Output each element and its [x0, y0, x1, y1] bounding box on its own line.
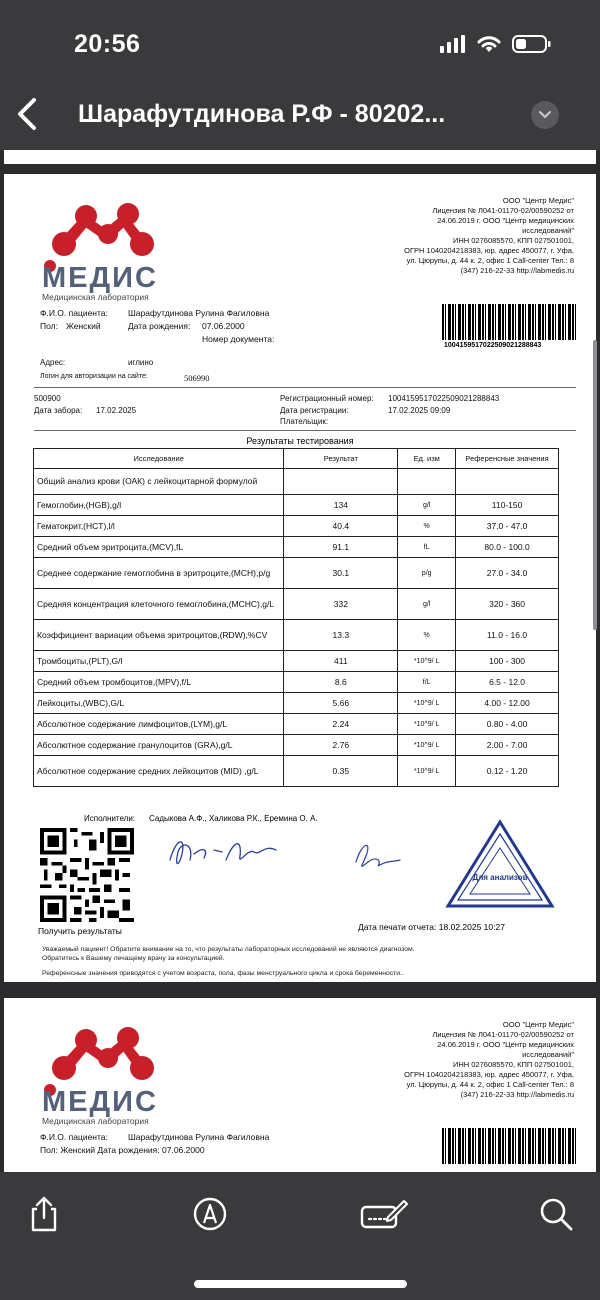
table-row	[34, 714, 559, 735]
barcode	[442, 304, 578, 340]
column-header: Референсные значения	[456, 449, 559, 469]
dob-value: 07.06.2000	[202, 321, 245, 331]
print-date-label: Дата печати отчета:	[358, 922, 437, 932]
brand-name: МЕДИС	[42, 1086, 158, 1118]
result-cell: 2.24	[284, 714, 398, 735]
battery-icon	[512, 34, 552, 54]
org-line: Лицензия № Л041-01170-02/00590252 от	[432, 206, 574, 215]
unit-cell: f/L	[398, 672, 456, 693]
reference-cell: 2.00 - 7.00	[456, 735, 559, 756]
table-row	[34, 537, 559, 558]
scrollbar[interactable]	[593, 340, 597, 630]
result-cell: 2.76	[284, 735, 398, 756]
table-row	[34, 516, 559, 537]
qr-label: Получить результаты	[38, 926, 122, 936]
reg-number-label: Регистрационный номер:	[280, 394, 374, 403]
status-bar	[0, 0, 600, 80]
address-label: Адрес:	[40, 358, 66, 367]
search-button[interactable]	[536, 1194, 576, 1234]
test-name-cell: Средняя концентрация клеточного гемоглобина,(MCHC),g/L	[34, 589, 284, 620]
reference-cell: 320 - 360	[456, 589, 559, 620]
reference-cell: 11.0 - 16.0	[456, 620, 559, 651]
signature-icon	[164, 830, 284, 876]
reference-cell: 0.80 - 4.00	[456, 714, 559, 735]
table-header-row	[34, 449, 559, 469]
unit-cell: fL	[398, 537, 456, 558]
org-line: исследований"	[522, 226, 574, 235]
result-cell: 5.66	[284, 693, 398, 714]
result-cell: 40.4	[284, 516, 398, 537]
unit-cell	[398, 469, 456, 495]
chevron-left-icon	[12, 94, 42, 134]
next-page	[4, 998, 596, 1172]
table-row	[34, 651, 559, 672]
test-name-cell: Гематокрит,(HCT),l/l	[34, 516, 284, 537]
share-button[interactable]	[24, 1194, 64, 1234]
test-name-cell: Абсолютное содержание средних лейкоцитов (MID) ,g/L	[34, 756, 284, 787]
table-row	[34, 735, 559, 756]
back-button[interactable]	[12, 94, 42, 134]
test-name-cell: Абсолютное содержание лимфоцитов,(LYM),g/L	[34, 714, 284, 735]
collect-date: 17.02.2025	[96, 406, 137, 415]
org-line: ОГРН 1040204218383, юр. адрес 450077, г. Уфа,	[404, 246, 574, 255]
reference-cell: 80.0 - 100.0	[456, 537, 559, 558]
table-row	[34, 589, 559, 620]
document-title: Шарафутдинова Р.Ф - 80202...	[78, 100, 446, 128]
sex-label: Пол:	[40, 321, 58, 331]
patient-name-label: Ф.И.О. пациента:	[40, 1132, 108, 1142]
payer-label: Плательщик:	[280, 417, 329, 426]
unit-cell: *10^9/ L	[398, 735, 456, 756]
reference-cell: 110-150	[456, 495, 559, 516]
reference-cell: 37.0 - 47.0	[456, 516, 559, 537]
result-cell: 134	[284, 495, 398, 516]
org-line: 24.06.2019 г. ООО "Центр медицинских	[437, 216, 574, 225]
sex-value: Женский	[66, 321, 101, 331]
wifi-icon	[476, 34, 502, 54]
org-line: исследований"	[522, 1050, 574, 1059]
markup-button[interactable]	[190, 1194, 230, 1234]
search-icon	[539, 1197, 573, 1231]
result-cell: 332	[284, 589, 398, 620]
unit-cell: g/l	[398, 495, 456, 516]
signature-icon	[348, 836, 404, 876]
cellular-signal-icon	[440, 35, 466, 53]
bottom-toolbar	[0, 1172, 600, 1300]
barcode	[442, 1128, 578, 1164]
executors-names: Садыкова А.Ф., Халикова Р.К., Еремина О. А.	[149, 814, 318, 823]
reference-cell: 4.00 - 12.00	[456, 693, 559, 714]
reference-cell: 100 - 300	[456, 651, 559, 672]
stamp-text: Для анализов	[472, 873, 528, 882]
reference-cell: 6.5 - 12.0	[456, 672, 559, 693]
title-menu-button[interactable]	[531, 101, 559, 129]
unit-cell: %	[398, 620, 456, 651]
order-code: 500900	[34, 394, 61, 403]
nav-bar	[0, 80, 600, 150]
barcode-number: 1004159517022509021288843	[444, 342, 542, 349]
partial-line: Пол: Женский Дата рождения: 07.06.2000	[40, 1145, 205, 1155]
divider	[34, 387, 576, 388]
test-name-cell: Лейкоциты,(WBC),G/L	[34, 693, 284, 714]
table-row	[34, 672, 559, 693]
patient-name-label: Ф.И.О. пациента:	[40, 308, 108, 318]
column-header: Исследование	[34, 449, 284, 469]
result-cell: 0.35	[284, 756, 398, 787]
signature-tool-icon	[360, 1197, 408, 1231]
organization-info	[374, 1020, 574, 1100]
result-cell: 30.1	[284, 558, 398, 589]
unit-cell: *10^9/ L	[398, 756, 456, 787]
print-date-value: 18.02.2025 10:27	[438, 922, 505, 932]
column-header: Ед. изм	[398, 449, 456, 469]
executors-label: Исполнители:	[84, 814, 136, 823]
result-cell: 411	[284, 651, 398, 672]
organization-info	[374, 196, 574, 276]
chevron-down-icon	[538, 110, 552, 120]
status-time: 20:56	[74, 30, 141, 58]
previous-page	[4, 150, 596, 164]
org-line: ООО "Центр Медис"	[502, 1020, 574, 1029]
test-name-cell: Общий анализ крови (ОАК) с лейкоцитарной формулой	[34, 469, 284, 495]
reference-cell: 27.0 - 34.0	[456, 558, 559, 589]
table-row	[34, 693, 559, 714]
unit-cell: %	[398, 516, 456, 537]
org-line: ИНН 0276085570, КПП 027501001,	[452, 236, 574, 245]
share-icon	[27, 1195, 61, 1233]
reference-note: Референсные значения приводятся с учетом возраста, пола, фазы менструального цикла и срока беременности..	[42, 970, 404, 977]
result-cell: 13.3	[284, 620, 398, 651]
document-number-label: Номер документа:	[202, 334, 275, 344]
brand-subtitle: Медицинская лаборатория	[42, 1116, 149, 1126]
stamp-icon	[444, 818, 556, 910]
test-name-cell: Абсолютное содержание гранулоцитов (GRA),g/L	[34, 735, 284, 756]
results-body	[34, 469, 559, 787]
reg-date-label: Дата регистрации:	[280, 406, 349, 415]
reference-cell	[456, 469, 559, 495]
test-name-cell: Гемоглобин,(HGB),g/l	[34, 495, 284, 516]
dob-label: Дата рождения:	[128, 321, 191, 331]
table-row	[34, 620, 559, 651]
patient-name: Шарафутдинова Рулина Фагиловна	[128, 1132, 270, 1142]
test-name-cell: Средний объем тромбоцитов,(MPV),f/L	[34, 672, 284, 693]
test-name-cell: Коэффициент вариации объема эритроцитов,(RDW),%CV	[34, 620, 284, 651]
org-line: 24.06.2019 г. ООО "Центр медицинских	[437, 1040, 574, 1049]
login-label: Логин для авторизации на сайте:	[40, 373, 148, 380]
reg-date: 17.02.2025 09:09	[388, 406, 451, 415]
result-cell: 8.6	[284, 672, 398, 693]
org-line: Лицензия № Л041-01170-02/00590252 от	[432, 1030, 574, 1039]
unit-cell: *10^9/ L	[398, 651, 456, 672]
print-date	[358, 922, 505, 932]
result-cell: 91.1	[284, 537, 398, 558]
qr-code-icon[interactable]	[40, 828, 134, 922]
test-name-cell: Тромбоциты,(PLT),G/l	[34, 651, 284, 672]
disclaimer-note: Обратитесь к Вашему лечащему врачу за консультацией.	[42, 955, 225, 962]
sign-button[interactable]	[360, 1194, 408, 1234]
results-table	[33, 448, 559, 787]
table-row	[34, 558, 559, 589]
org-line: ИНН 0276085570, КПП 027501001,	[452, 1060, 574, 1069]
table-row	[34, 756, 559, 787]
collect-date-label: Дата забора:	[34, 406, 83, 415]
divider	[34, 430, 576, 431]
results-title: Результаты тестирования	[246, 436, 354, 446]
result-cell	[284, 469, 398, 495]
table-row	[34, 495, 559, 516]
reference-cell: 0.12 - 1.20	[456, 756, 559, 787]
org-line: ОГРН 1040204218383, юр. адрес 450077, г. Уфа,	[404, 1070, 574, 1079]
markup-pen-icon	[192, 1196, 228, 1232]
unit-cell: *10^9/ L	[398, 693, 456, 714]
test-name-cell: Средний объем эритроцита,(MCV),fL	[34, 537, 284, 558]
test-name-cell: Среднее содержание гемоглобина в эритроците,(MCH),p/g	[34, 558, 284, 589]
report-page	[4, 174, 596, 982]
org-line: ООО "Центр Медис"	[502, 196, 574, 205]
login-value: 506990	[184, 373, 210, 383]
address-value: иглино	[128, 358, 154, 367]
unit-cell: p/g	[398, 558, 456, 589]
home-indicator[interactable]	[194, 1280, 407, 1288]
unit-cell: g/l	[398, 589, 456, 620]
brand-subtitle: Медицинская лаборатория	[42, 292, 149, 302]
unit-cell: *10^9/ L	[398, 714, 456, 735]
status-icons	[440, 34, 552, 54]
org-line: (347) 216-22-33 http://labmedis.ru	[460, 1090, 574, 1099]
table-row	[34, 469, 559, 495]
document-viewer[interactable]	[0, 150, 600, 1172]
org-line: ул. Цюрупы, д. 44 к. 2, офис 1 Call-center Тел.: 8	[406, 1080, 574, 1089]
disclaimer-note: Уважаемый пациент! Обратите внимание на то, что результаты лабораторных исследований не являются диагнозом.	[42, 946, 415, 953]
org-line: (347) 216-22-33 http://labmedis.ru	[460, 266, 574, 275]
column-header: Результат	[284, 449, 398, 469]
reg-number: 1004159517022509021288843	[388, 394, 500, 403]
org-line: ул. Цюрупы, д. 44 к. 2, офис 1 Call-center Тел.: 8	[406, 256, 574, 265]
executors	[84, 814, 318, 823]
patient-name: Шарафутдинова Рулина Фагиловна	[128, 308, 270, 318]
brand-name: МЕДИС	[42, 262, 158, 294]
